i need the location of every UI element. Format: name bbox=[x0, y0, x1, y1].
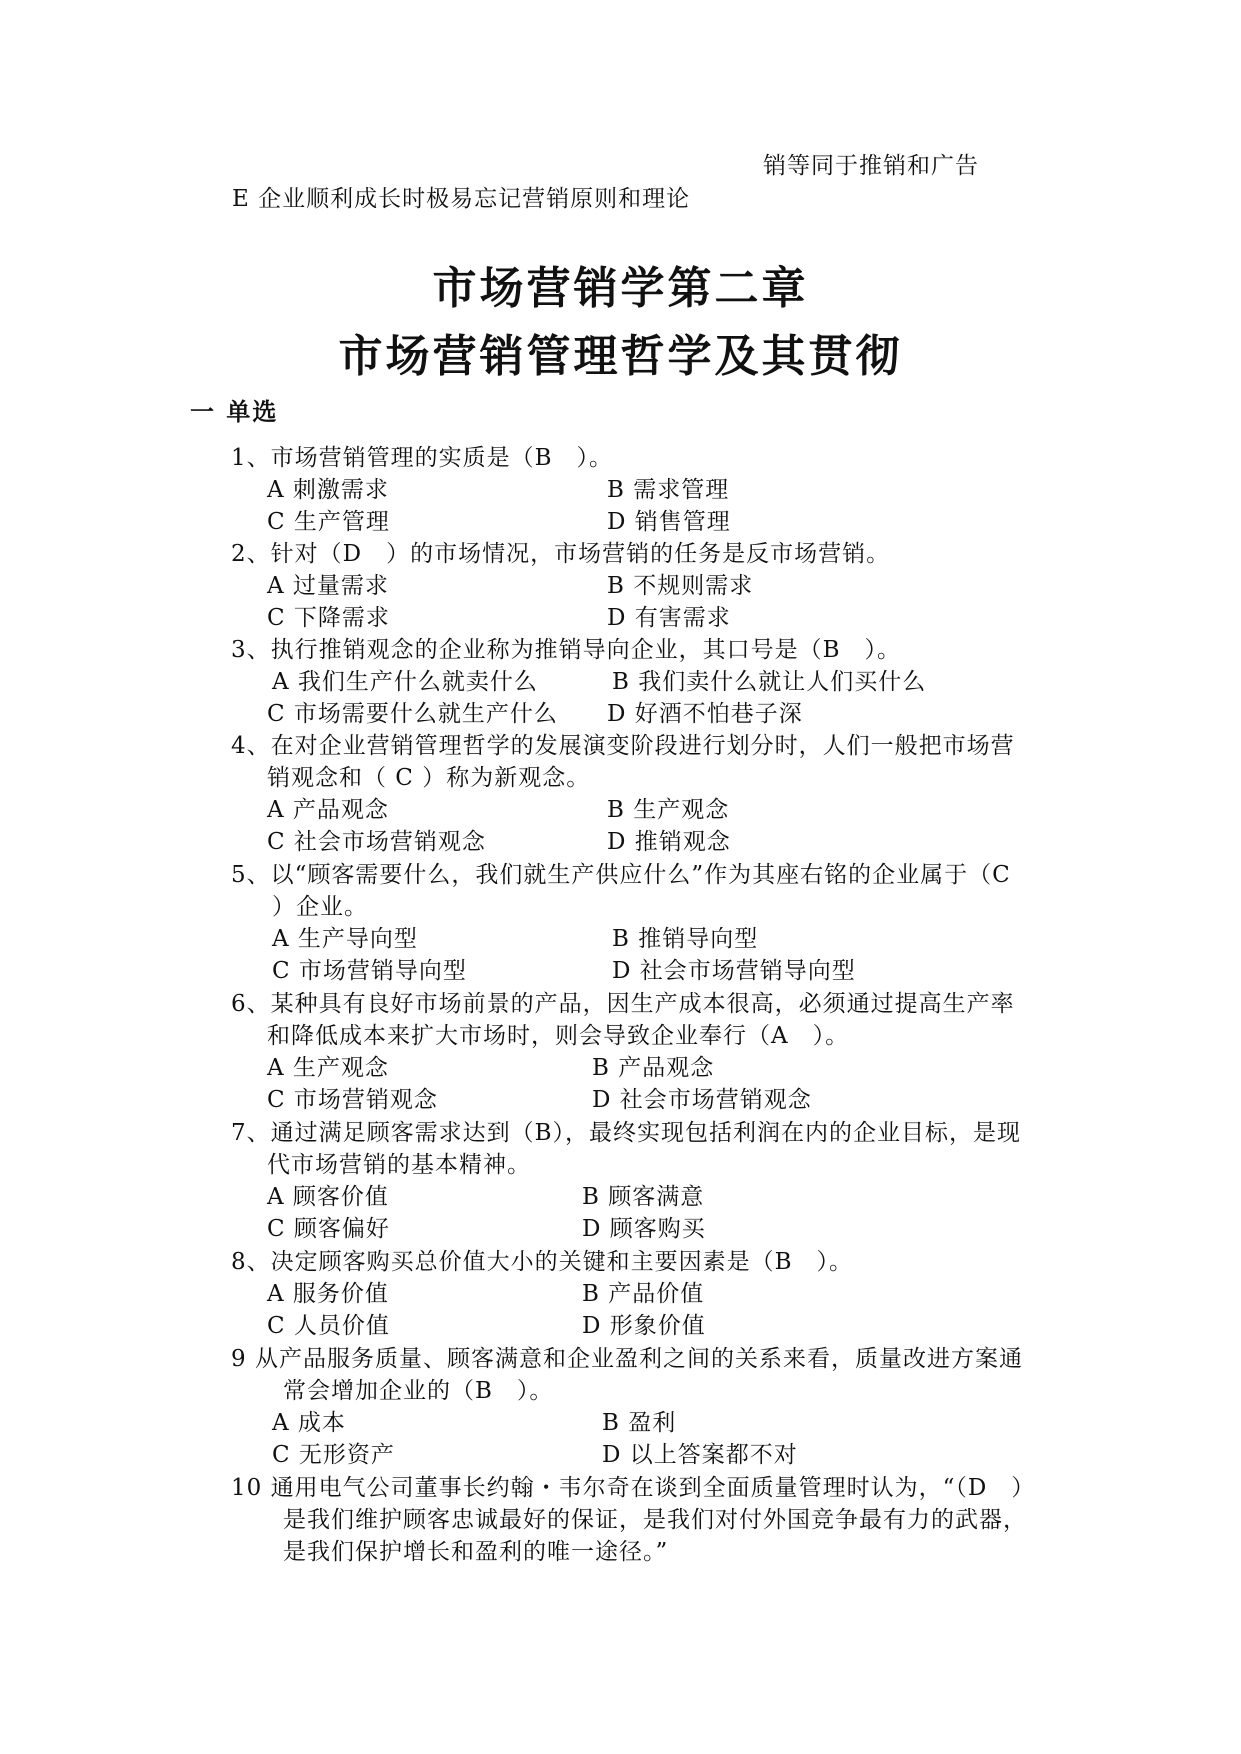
option: A 我们生产什么就卖什么 bbox=[272, 669, 538, 695]
question-7: 7、通过满足顾客需求达到（B），最终实现包括利润在内的企业目标，是现 bbox=[231, 1120, 1022, 1146]
option: D 好酒不怕巷子深 bbox=[607, 701, 803, 727]
question-6: 6、某种具有良好市场前景的产品，因生产成本很高，必须通过提高生产率 bbox=[231, 991, 1015, 1017]
option: A 服务价值 bbox=[267, 1281, 389, 1307]
option: B 产品价值 bbox=[582, 1281, 705, 1307]
question-5: 5、以“顾客需要什么，我们就生产供应什么”作为其座右铭的企业属于（C bbox=[231, 862, 1011, 888]
option: D 以上答案都不对 bbox=[602, 1442, 798, 1468]
option: C 生产管理 bbox=[267, 509, 390, 535]
option: B 盈利 bbox=[602, 1410, 677, 1436]
option: D 社会市场营销观念 bbox=[592, 1087, 812, 1113]
question-10-cont: 是我们保护增长和盈利的唯一途径。” bbox=[283, 1539, 669, 1565]
option: B 顾客满意 bbox=[582, 1184, 705, 1210]
question-9: 9 从产品服务质量、顾客满意和企业盈利之间的关系来看，质量改进方案通 bbox=[231, 1346, 1023, 1372]
option: A 产品观念 bbox=[267, 797, 389, 823]
option: A 顾客价值 bbox=[267, 1184, 389, 1210]
option: B 不规则需求 bbox=[607, 573, 754, 599]
option: A 刺激需求 bbox=[267, 477, 389, 503]
option: B 需求管理 bbox=[607, 477, 730, 503]
question-10: 10 通用电气公司董事长约翰・韦尔奇在谈到全面质量管理时认为，“（D ） bbox=[231, 1475, 1036, 1501]
option: A 生产导向型 bbox=[272, 926, 418, 952]
page-title: 市场营销学第二章 bbox=[432, 263, 809, 314]
page-subtitle: 市场营销管理哲学及其贯彻 bbox=[338, 331, 903, 382]
option: C 无形资产 bbox=[272, 1442, 395, 1468]
option: B 生产观念 bbox=[607, 797, 730, 823]
option: C 下降需求 bbox=[267, 605, 390, 631]
option: C 顾客偏好 bbox=[267, 1216, 390, 1242]
option: B 我们卖什么就让人们买什么 bbox=[612, 669, 927, 695]
question-2: 2、针对（D ）的市场情况，市场营销的任务是反市场营销。 bbox=[231, 541, 891, 567]
question-3: 3、执行推销观念的企业称为推销导向企业，其口号是（B ）。 bbox=[231, 637, 902, 663]
question-4-cont: 销观念和（ C ）称为新观念。 bbox=[267, 765, 591, 791]
option: A 生产观念 bbox=[267, 1055, 389, 1081]
question-4: 4、在对企业营销管理哲学的发展演变阶段进行划分时，人们一般把市场营 bbox=[231, 733, 1015, 759]
option: C 社会市场营销观念 bbox=[267, 829, 486, 855]
option: B 推销导向型 bbox=[612, 926, 759, 952]
option: D 顾客购买 bbox=[582, 1216, 706, 1242]
question-10-cont: 是我们维护顾客忠诚最好的保证，是我们对付外国竞争最有力的武器， bbox=[283, 1507, 1027, 1533]
question-5-cont: ）企业。 bbox=[272, 894, 368, 920]
option: B 产品观念 bbox=[592, 1055, 715, 1081]
section-label: 一 单选 bbox=[190, 397, 279, 426]
question-1: 1、市场营销管理的实质是（B ）。 bbox=[231, 445, 614, 471]
header-fragment-1: 销等同于推销和广告 bbox=[763, 153, 979, 179]
option: C 市场需要什么就生产什么 bbox=[267, 701, 558, 727]
question-6-cont: 和降低成本来扩大市场时，则会导致企业奉行（A ）。 bbox=[267, 1023, 850, 1049]
question-9-cont: 常会增加企业的（B ）。 bbox=[283, 1378, 554, 1404]
option: A 过量需求 bbox=[267, 573, 389, 599]
option: D 形象价值 bbox=[582, 1313, 706, 1339]
option: C 市场营销观念 bbox=[267, 1087, 438, 1113]
option: D 社会市场营销导向型 bbox=[612, 958, 856, 984]
header-fragment-2: E 企业顺利成长时极易忘记营销原则和理论 bbox=[232, 186, 691, 212]
option: C 人员价值 bbox=[267, 1313, 390, 1339]
question-7-cont: 代市场营销的基本精神。 bbox=[267, 1152, 531, 1178]
option: D 推销观念 bbox=[607, 829, 731, 855]
option: C 市场营销导向型 bbox=[272, 958, 467, 984]
option: D 有害需求 bbox=[607, 605, 731, 631]
question-8: 8、决定顾客购买总价值大小的关键和主要因素是（B ）。 bbox=[231, 1249, 854, 1275]
option: D 销售管理 bbox=[607, 509, 731, 535]
option: A 成本 bbox=[272, 1410, 346, 1436]
